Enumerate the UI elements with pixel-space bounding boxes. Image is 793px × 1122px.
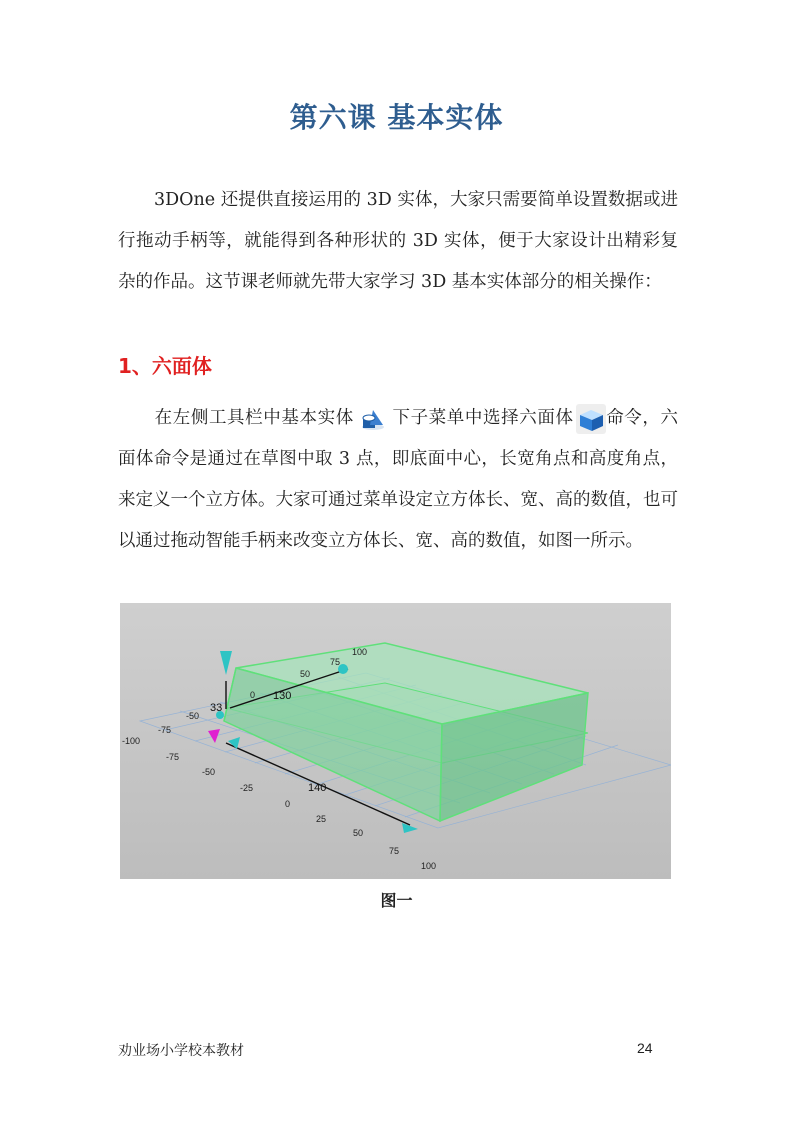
- axis-left-label: -75: [158, 725, 172, 735]
- hexahedron-icon: [576, 404, 606, 434]
- hexahedron-paragraph: [118, 398, 678, 562]
- page-title: 第六课 基本实体: [289, 101, 504, 134]
- hexahedron-solid: [224, 643, 588, 821]
- figure-image: [120, 603, 671, 879]
- dim-width-label: 130: [273, 690, 292, 702]
- section-heading: 1、六面体: [118, 354, 212, 378]
- intro-text: 3DOne 还提供直接运用的 3D 实体，大家只需要简单设置数据或进行拖动手柄等，就能得到各种形状的 3D 实体，便于大家设计出精彩复杂的作品。这节课老师就先带大家学习 3D 基本实体部分的相关操作：: [118, 190, 678, 292]
- axis-front-label: 100: [421, 861, 437, 871]
- axis-top-label: 75: [330, 657, 341, 667]
- axis-front-label: -25: [240, 783, 254, 793]
- text-part-c: 命令，六面体命令是通过在草图中取 3 点，即底面中心，长宽角点和高度角点，来定义一个立方体。大家可通过菜单设定立方体长、宽、高的数值，也可以通过拖动智能手柄来改变立方体长、宽、高的数值，如图一所示。: [118, 408, 679, 551]
- dim-height-label: 33: [210, 702, 223, 714]
- intro-paragraph: [118, 180, 678, 303]
- dim-length-label: 140: [308, 782, 327, 794]
- axis-left-label: -50: [186, 711, 200, 721]
- text-part-b: 下子菜单中选择六面体: [391, 408, 574, 428]
- text-part-a: 在左侧工具栏中基本实体: [154, 408, 354, 428]
- footer-school: 劝业场小学校本教材: [118, 1043, 244, 1059]
- axis-top-label: 50: [300, 669, 311, 679]
- axis-front-label: -50: [202, 767, 216, 777]
- axis-top-label: 0: [250, 690, 256, 700]
- axis-front-label: 50: [353, 828, 364, 838]
- axis-front-label: 75: [389, 846, 400, 856]
- axis-front-label: -100: [122, 736, 141, 746]
- page-number: 24: [637, 1040, 653, 1056]
- axis-front-label: 0: [285, 799, 291, 809]
- axis-top-label: 100: [352, 647, 368, 657]
- basic-solid-icon: [360, 407, 386, 431]
- figure-caption: 图一: [380, 891, 413, 910]
- axis-left-labels: [158, 711, 199, 735]
- axis-front-label: -75: [166, 752, 180, 762]
- axis-front-label: 25: [316, 814, 327, 824]
